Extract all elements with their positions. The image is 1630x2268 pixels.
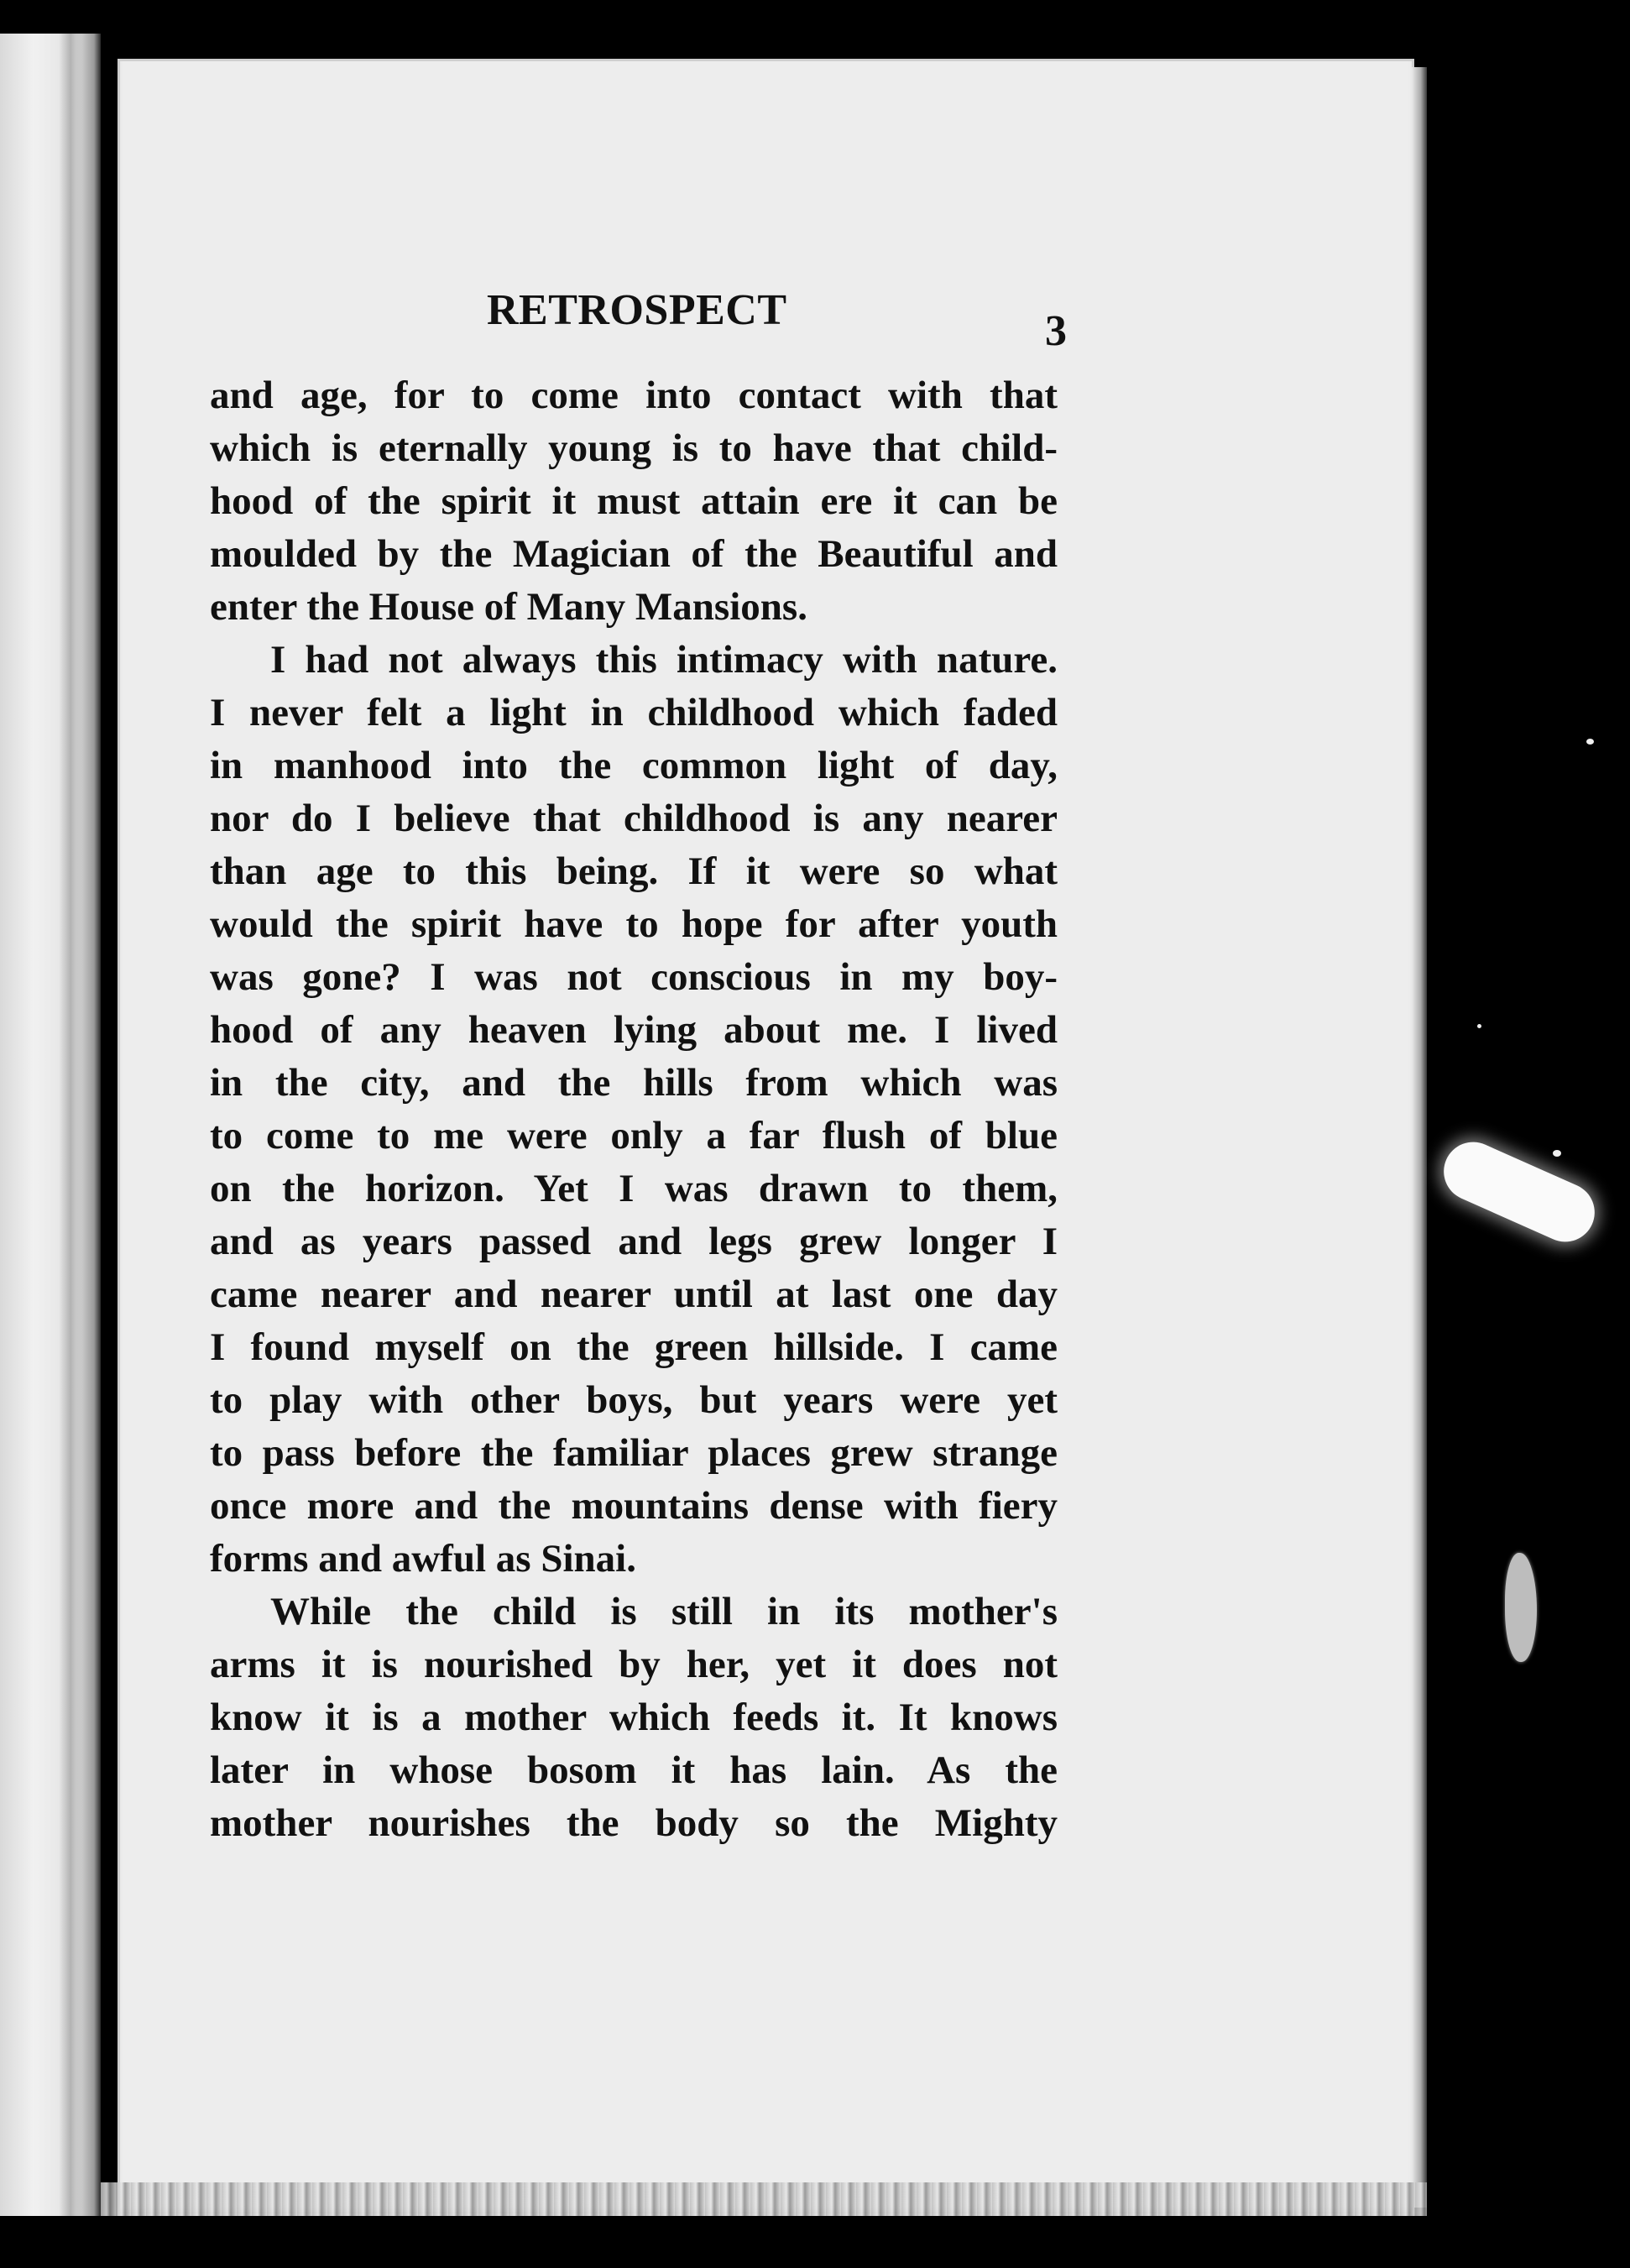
text-line: came nearer and nearer until at last one day — [210, 1272, 1058, 1316]
text-line: in manhood into the common light of day, — [210, 744, 1058, 787]
text-line: hood of any heaven lying about me. I lived — [210, 1008, 1058, 1052]
text-line: than age to this being. If it were so what — [210, 849, 1058, 893]
running-head: RETROSPECT — [487, 286, 787, 334]
text-line: to pass before the familiar places grew strange — [210, 1431, 1058, 1475]
text-line: which is eternally young is to have that child- — [210, 426, 1058, 470]
text-line: would the spirit have to hope for after youth — [210, 902, 1058, 946]
dust-speck — [1477, 1024, 1481, 1028]
body-text — [210, 369, 1058, 1850]
text-line: I had not always this intimacy with nature. — [270, 638, 1058, 682]
text-line: While the child is still in its mother's — [270, 1590, 1058, 1633]
text-line: I found myself on the green hillside. I came — [210, 1325, 1058, 1369]
light-glare — [1434, 1132, 1604, 1251]
text-line: once more and the mountains dense with fiery — [210, 1484, 1058, 1528]
text-line: in the city, and the hills from which was — [210, 1061, 1058, 1105]
page-right-edge — [1412, 67, 1427, 2208]
text-line: arms it is nourished by her, yet it does not — [210, 1643, 1058, 1686]
page-number: 3 — [1045, 307, 1067, 355]
text-line: nor do I believe that childhood is any nearer — [210, 797, 1058, 840]
text-line: later in whose bosom it has lain. As the — [210, 1748, 1058, 1792]
page-bottom-edge — [101, 2182, 1427, 2216]
text-line: know it is a mother which feeds it. It knows — [210, 1696, 1058, 1739]
previous-page-edge — [0, 34, 101, 2216]
text-line: hood of the spirit it must attain ere it can be — [210, 479, 1058, 523]
text-line: I never felt a light in childhood which faded — [210, 691, 1058, 734]
text-line: on the horizon. Yet I was drawn to them, — [210, 1167, 1058, 1210]
text-line: moulded by the Magician of the Beautiful and — [210, 532, 1058, 576]
text-line: and as years passed and legs grew longer I — [210, 1220, 1058, 1263]
text-line: forms and awful as Sinai. — [210, 1537, 636, 1581]
dust-speck — [1586, 739, 1594, 745]
text-line: enter the House of Many Mansions. — [210, 585, 807, 629]
dust-speck — [1553, 1150, 1561, 1157]
text-line: to come to me were only a far flush of blue — [210, 1114, 1058, 1158]
text-line: was gone? I was not conscious in my boy- — [210, 955, 1058, 999]
paper-scrap — [1505, 1553, 1537, 1662]
text-line: and age, for to come into contact with that — [210, 374, 1058, 417]
text-line: to play with other boys, but years were yet — [210, 1378, 1058, 1422]
text-line: mother nourishes the body so the Mighty — [210, 1801, 1058, 1845]
